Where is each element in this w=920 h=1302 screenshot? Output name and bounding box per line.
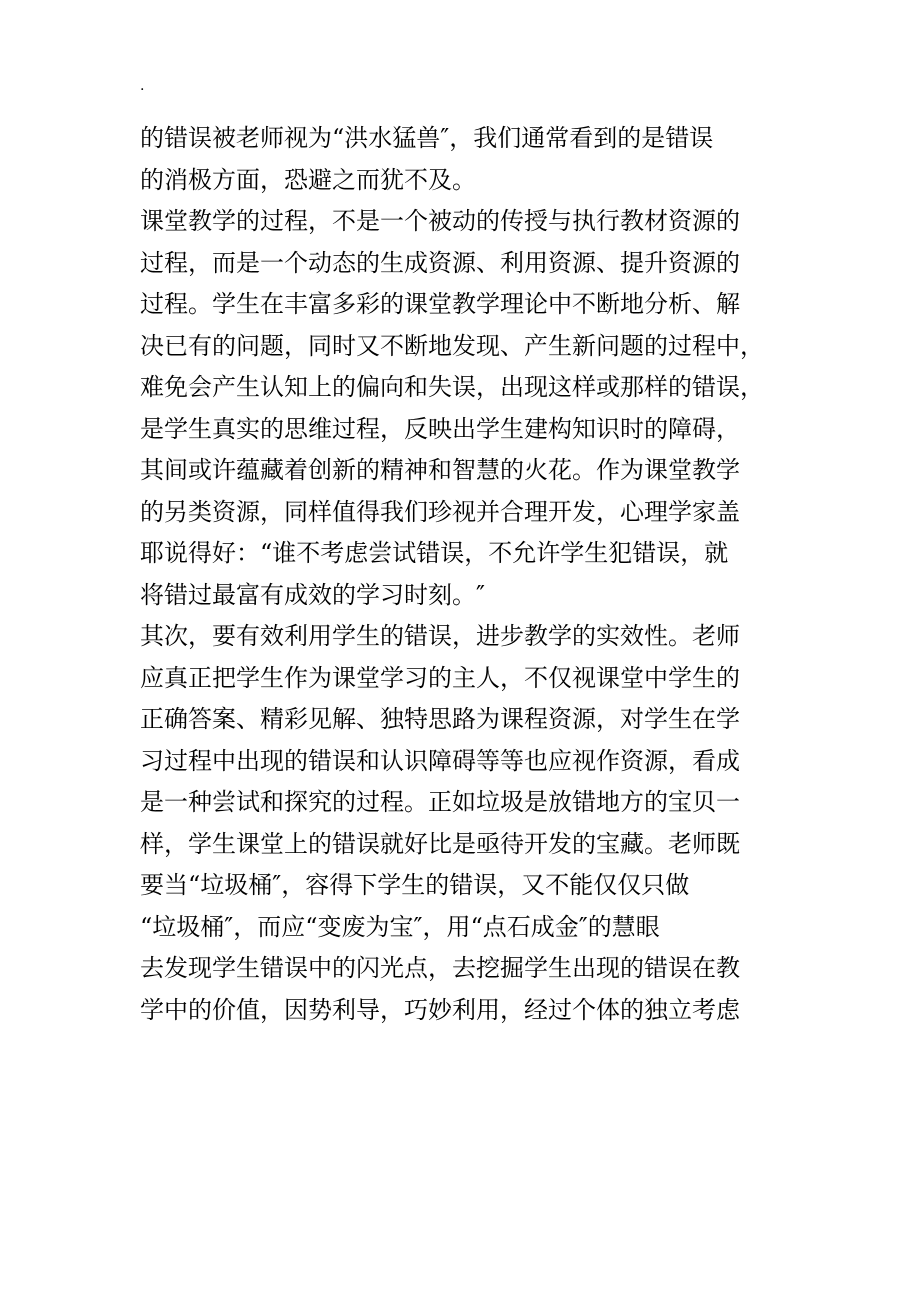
text-line: 决已有的问题，同时又不断地发现、产生新问题的过程中， [140,331,764,360]
text-line: 的消极方面，恐避之而犹不及。 [140,165,476,194]
text-line: 应真正把学生作为课堂学习的主人，不仅视课堂中学生的 [140,663,740,692]
text-line: 将错过最富有成效的学习时刻。″ [140,580,485,609]
text-line: 去发现学生错误中的闪光点，去挖掘学生出现的错误在教 [140,954,740,982]
text-line: 样，学生课堂上的错误就好比是亟待开发的宝藏。老师既 [140,829,740,858]
text-line: 其间或许蕴藏着创新的精神和智慧的火花。作为课堂教学 [140,456,740,484]
text-line: 是学生真实的思维过程，反映出学生建构知识时的障碍， [140,414,740,443]
text-line: 是一种尝试和探究的过程。正如垃圾是放错地方的宝贝一 [140,788,740,816]
text-line: 过程，而是一个动态的生成资源、利用资源、提升资源的 [140,248,740,277]
text-line: 的错误被老师视为“洪水猛兽″，我们通常看到的是错误 [140,124,714,152]
text-line: 其次，要有效利用学生的错误，进步教学的实效性。老师 [140,622,740,650]
text-line: 习过程中出现的错误和认识障碍等等也应视作资源，看成 [140,746,740,775]
text-line: 耶说得好：“谁不考虑尝试错误，不允许学生犯错误，就 [140,539,729,567]
text-line: 过程。学生在丰富多彩的课堂教学理论中不断地分析、解 [140,290,740,318]
text-line: 难免会产生认知上的偏向和失误，出现这样或那样的错误， [140,373,764,401]
text-line: 的另类资源，同样值得我们珍视并合理开发，心理学家盖 [140,497,740,526]
text-line: 正确答案、精彩见解、独特思路为课程资源，对学生在学 [140,705,740,733]
text-line: “垃圾桶″，而应“变废为宝″，用“点石成金″的慧眼 [140,912,660,941]
body-text [140,118,780,1031]
header-mark: . [140,78,145,94]
text-line: 课堂教学的过程，不是一个被动的传授与执行教材资源的 [140,207,740,235]
text-line: 要当“垃圾桶″，容得下学生的错误，又不能仅仅只做 [140,871,690,899]
text-line: 学中的价值，因势利导，巧妙利用，经过个体的独立考虑 [140,995,740,1024]
